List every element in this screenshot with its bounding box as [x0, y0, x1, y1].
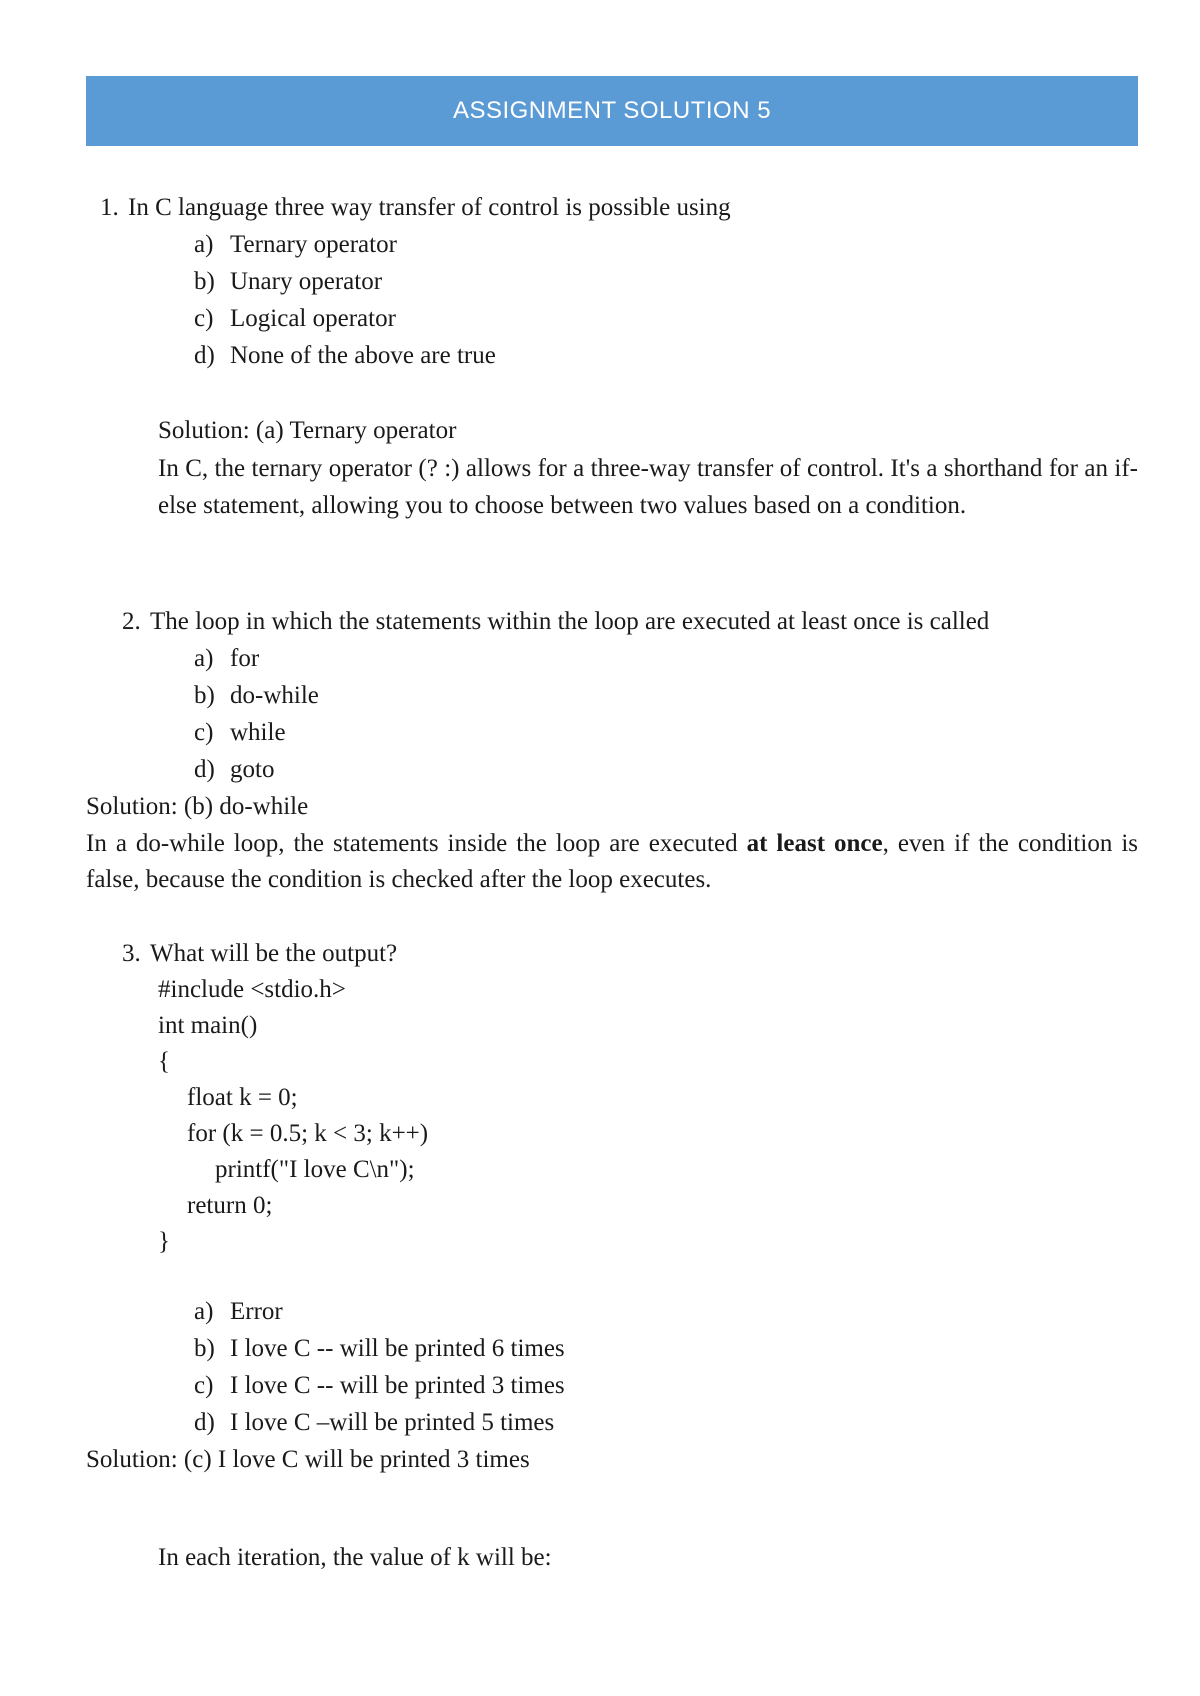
question-1-option-b: b) Unary operator — [194, 268, 383, 295]
code-line: for (k = 0.5; k < 3; k++) — [187, 1120, 429, 1147]
question-2-explanation: In a do-while loop, the statements inside the loop are executed at least once, even if the condition is false, because the condition is checked after the loop executes. — [86, 830, 1139, 893]
question-3-solution: Solution: (c) I love C will be printed 3 times — [86, 1446, 530, 1473]
question-3-text: What will be the output? — [150, 940, 398, 967]
question-3-option-d: d) I love C –will be printed 5 times — [194, 1409, 555, 1436]
question-2-option-a: a) for — [194, 645, 260, 672]
question-1 — [100, 190, 731, 226]
question-2-number: 2. — [122, 608, 141, 635]
question-2-option-d: d) goto — [194, 756, 275, 783]
question-1-text: In C language three way transfer of control is possible using — [128, 194, 731, 221]
question-2-solution: Solution: (b) do-while — [86, 793, 309, 820]
question-1-option-d: d) None of the above are true — [194, 342, 496, 369]
code-line: #include <stdio.h> — [158, 976, 346, 1003]
question-2-option-c: c) while — [194, 719, 286, 746]
question-2 — [122, 604, 989, 640]
emphasis-at-least-once: at least once — [746, 830, 883, 857]
assignment-title-banner — [86, 76, 1138, 146]
question-3-option-c: c) I love C -- will be printed 3 times — [194, 1372, 565, 1399]
question-1-explanation: In C, the ternary operator (? :) allows for a three-way transfer of control. It's a shorthand for an if-else statement, allowing you to choose between two values based on a condition. — [158, 455, 1138, 519]
question-1-number: 1. — [100, 194, 119, 221]
code-line: printf("I love C\n"); — [215, 1156, 415, 1183]
question-3-option-b: b) I love C -- will be printed 6 times — [194, 1335, 565, 1362]
assignment-title: ASSIGNMENT SOLUTION 5 — [452, 97, 772, 124]
question-1-solution: Solution: (a) Ternary operator — [158, 417, 457, 444]
code-line: float k = 0; — [187, 1084, 298, 1111]
question-3-followup: In each iteration, the value of k will be: — [158, 1544, 552, 1571]
code-line: return 0; — [187, 1192, 273, 1219]
question-2-option-b: b) do-while — [194, 682, 319, 709]
question-2-text: The loop in which the statements within the loop are executed at least once is called — [150, 608, 990, 635]
question-1-option-c: c) Logical operator — [194, 305, 396, 332]
question-3 — [122, 936, 397, 972]
code-line: { — [158, 1048, 170, 1075]
question-1-option-a: a) Ternary operator — [194, 231, 397, 258]
question-3-option-a: a) Error — [194, 1298, 283, 1325]
code-line: } — [158, 1228, 170, 1255]
question-3-number: 3. — [122, 940, 141, 967]
code-line: int main() — [158, 1012, 258, 1039]
